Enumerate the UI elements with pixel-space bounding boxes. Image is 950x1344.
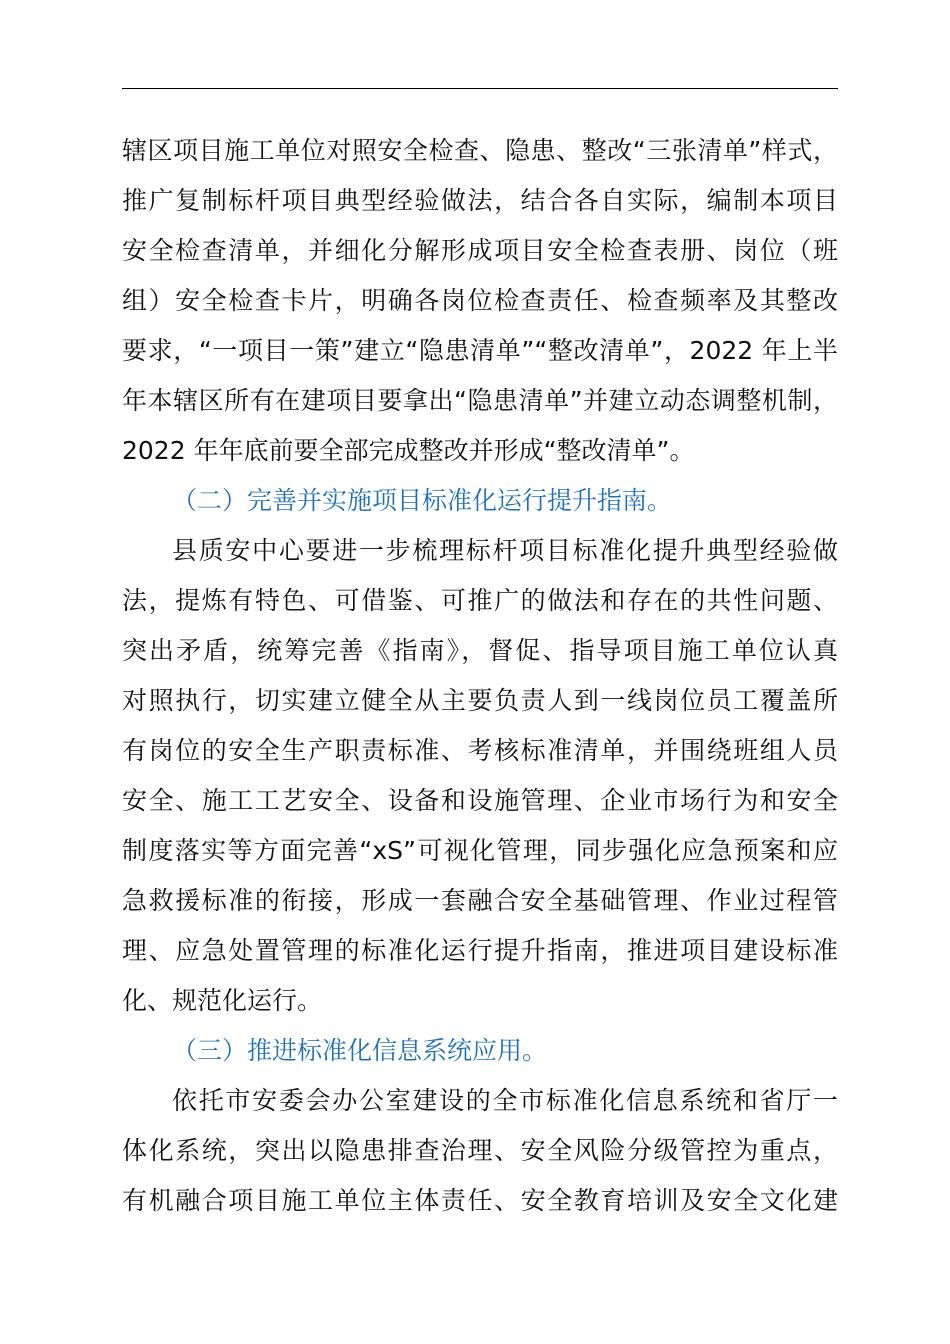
text-line: 突出矛盾，统筹完善《指南》，督促、指导项目施工单位认真 <box>122 636 838 665</box>
section-heading-3: （三）推进标准化信息系统应用。 <box>172 1036 548 1065</box>
text-line: 要求，“一项目一策”建立“隐患清单”“整改清单”，2022 年上半 <box>122 336 838 365</box>
text-line: 县质安中心要进一步梳理标杆项目标准化提升典型经验做 <box>172 536 838 565</box>
text-line: 安全、施工工艺安全、设备和设施管理、企业市场行为和安全 <box>122 786 838 815</box>
text-line: 化、规范化运行。 <box>122 986 323 1015</box>
text-line: 法，提炼有特色、可借鉴、可推广的做法和存在的共性问题、 <box>122 586 838 615</box>
text-line: 理、应急处置管理的标准化运行提升指南，推进项目建设标准 <box>122 936 838 965</box>
text-line: 体化系统，突出以隐患排查治理、安全风险分级管控为重点， <box>122 1136 838 1165</box>
text-line: 安全检查清单，并细化分解形成项目安全检查表册、岗位（班 <box>122 236 838 265</box>
text-line: 2022 年年底前要全部完成整改并形成“整改清单”。 <box>122 436 695 465</box>
text-line: 年本辖区所有在建项目要拿出“隐患清单”并建立动态调整机制， <box>122 386 838 415</box>
text-line: 对照执行，切实建立健全从主要负责人到一线岗位员工覆盖所 <box>122 686 838 715</box>
text-line: 有岗位的安全生产职责标准、考核标准清单，并围绕班组人员 <box>122 736 838 765</box>
text-line: 组）安全检查卡片，明确各岗位检查责任、检查频率及其整改 <box>122 286 838 315</box>
text-line: 急救援标准的衔接，形成一套融合安全基础管理、作业过程管 <box>122 886 838 915</box>
text-line: 辖区项目施工单位对照安全检查、隐患、整改“三张清单”样式， <box>122 136 838 165</box>
section-heading-2: （二）完善并实施项目标准化运行提升指南。 <box>172 486 673 515</box>
text-line: 依托市安委会办公室建设的全市标准化信息系统和省厅一 <box>172 1086 838 1115</box>
text-line: 推广复制标杆项目典型经验做法，结合各自实际，编制本项目 <box>122 186 838 215</box>
header-rule <box>122 88 838 89</box>
text-line: 有机融合项目施工单位主体责任、安全教育培训及安全文化建 <box>122 1186 838 1215</box>
text-line: 制度落实等方面完善“xS”可视化管理，同步强化应急预案和应 <box>122 836 838 865</box>
